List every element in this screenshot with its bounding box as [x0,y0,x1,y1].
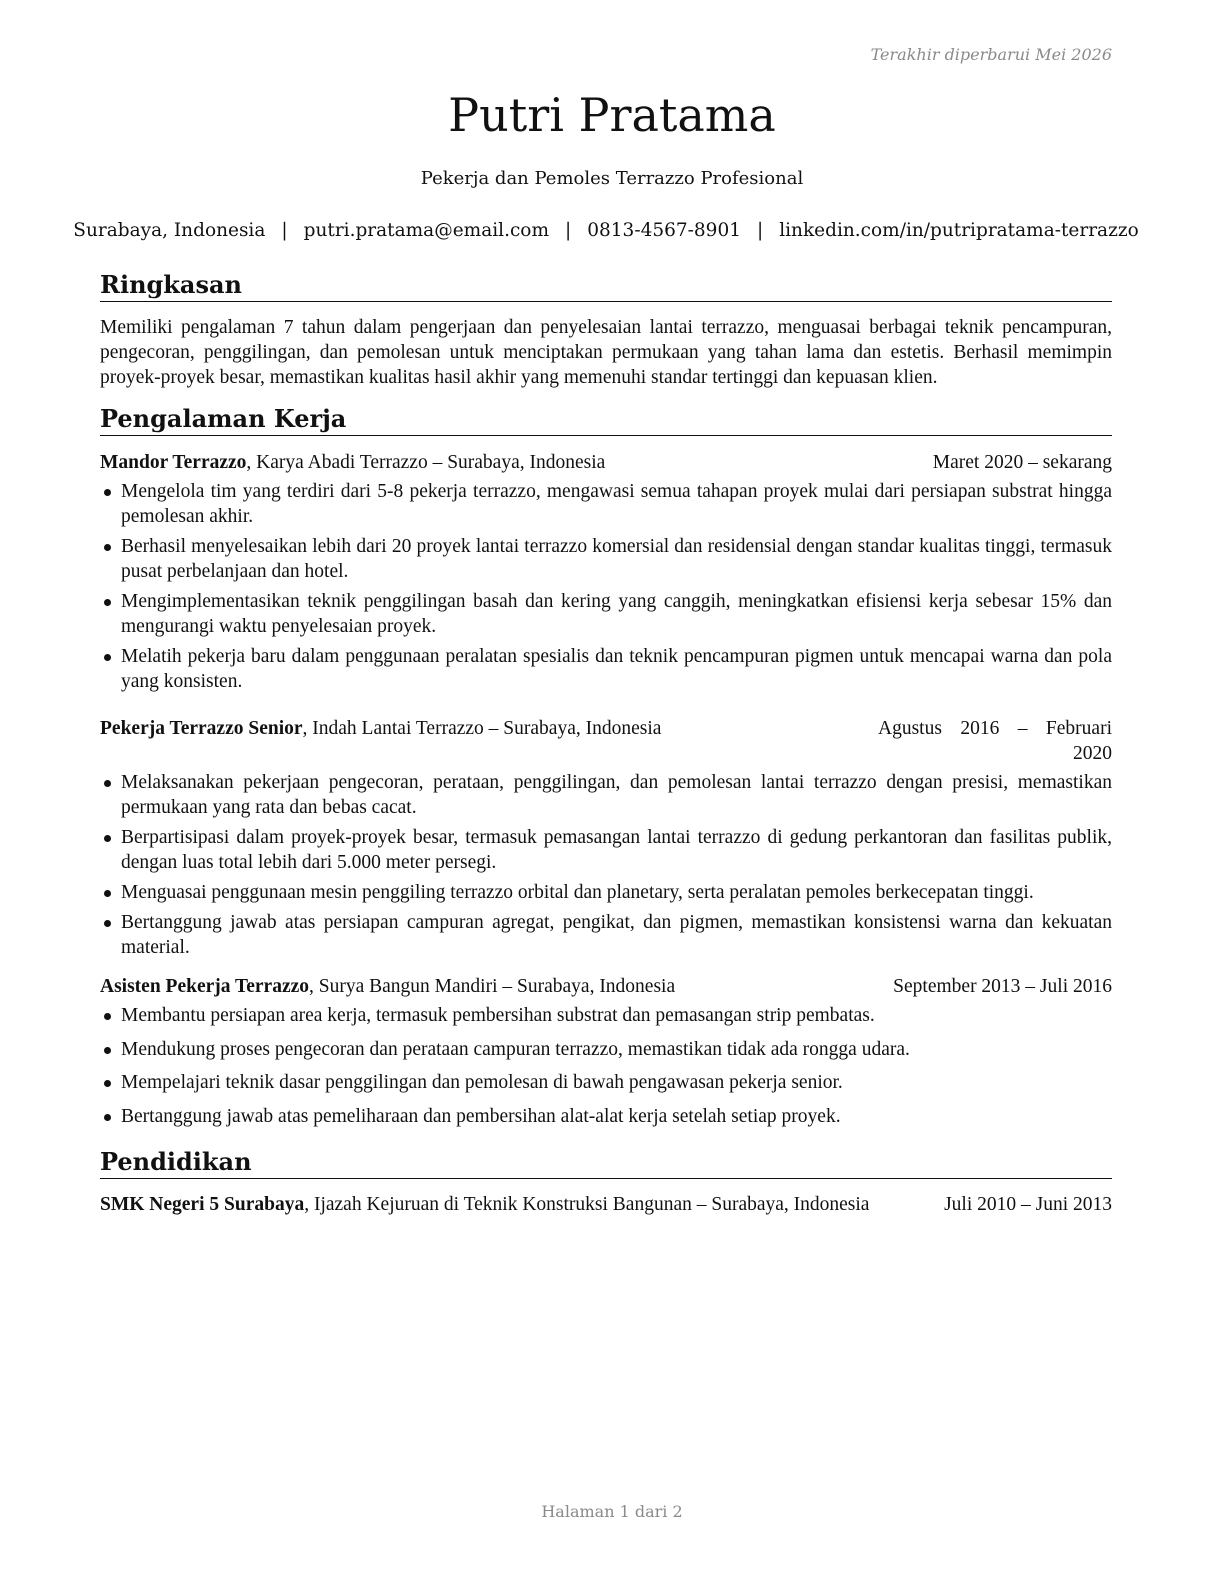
job-company: , Indah Lantai Terrazzo – Surabaya, Indonesia [302,718,662,739]
section-title-education: Pendidikan [100,1147,1112,1179]
contact-separator: | [565,220,572,241]
job-bullet: Membantu persiapan area kerja, termasuk pembersihan substrat dan pemasangan strip pembatas. [100,1003,1112,1028]
job-bullet: Melatih pekerja baru dalam penggunaan peralatan spesialis dan teknik pencampuran pigmen untuk mencapai warna dan pola yang konsisten. [100,644,1112,694]
education-entry [100,1192,1112,1217]
job-entry [100,974,1112,1129]
section-title-summary: Ringkasan [100,270,1112,302]
job-entry [100,716,1112,960]
job-dates: September 2013 – Juli 2016 [893,976,1112,997]
job-role: Mandor Terrazzo [100,452,247,473]
job-role: Asisten Pekerja Terrazzo [100,976,310,997]
job-bullet: Berpartisipasi dalam proyek-proyek besar, termasuk pemasangan lantai terrazzo di gedung perkantoran dan fasilitas publik, dengan luas total lebih dari 5.000 meter persegi. [100,825,1112,875]
resume-content [100,270,1112,1217]
contact-line [73,220,1139,241]
job-bullet: Berhasil menyelesaikan lebih dari 20 proyek lantai terrazzo komersial dan residensial dengan standar kualitas tinggi, termasuk pusat perbelanjaan dan hotel. [100,534,1112,584]
contact-phone: 0813-4567-8901 [587,220,741,241]
job-bullet: Bertanggung jawab atas persiapan campuran agregat, pengikat, dan pigmen, memastikan konsistensi warna dan kekuatan material. [100,910,1112,960]
contact-separator: | [281,220,288,241]
candidate-headline: Pekerja dan Pemoles Terrazzo Profesional [420,168,804,189]
contact-location: Surabaya, Indonesia [73,220,266,241]
section-title-experience: Pengalaman Kerja [100,404,1112,436]
job-bullet: Bertanggung jawab atas pemeliharaan dan pembersihan alat-alat kerja setelah setiap proyek. [100,1104,1112,1129]
job-bullets [100,770,1112,960]
contact-linkedin[interactable]: linkedin.com/in/putripratama-terrazzo [779,220,1139,241]
job-bullet: Mengelola tim yang terdiri dari 5-8 pekerja terrazzo, mengawasi semua tahapan proyek mulai dari persiapan substrat hingga pemolesan akhir. [100,479,1112,529]
job-header [100,450,1112,475]
job-company: , Karya Abadi Terrazzo – Surabaya, Indonesia [246,452,606,473]
education-dates: Juli 2010 – Juni 2013 [944,1193,1112,1215]
job-company: , Surya Bangun Mandiri – Surabaya, Indonesia [309,976,676,997]
job-entry [100,450,1112,694]
job-bullet: Menguasai penggunaan mesin penggiling terrazzo orbital dan planetary, serta peralatan pemoles berkecepatan tinggi. [100,880,1112,905]
job-bullets [100,479,1112,694]
candidate-name: Putri Pratama [448,88,776,142]
job-header [100,974,1112,999]
job-bullet: Mengimplementasikan teknik penggilingan basah dan kering yang canggih, meningkatkan efisiensi kerja sebesar 15% dan mengurangi waktu penyelesaian proyek. [100,589,1112,639]
last-updated-note: Terakhir diperbarui Mei 2026 [870,45,1112,64]
job-dates: Agustus 2016 – Februari 2020 [878,718,1112,764]
job-bullets [100,1003,1112,1129]
page-number: Halaman 1 dari 2 [541,1502,683,1521]
job-bullet: Melaksanakan pekerjaan pengecoran, perataan, penggilingan, dan pemolesan lantai terrazzo dengan presisi, memastikan permukaan yang rata dan bebas cacat. [100,770,1112,820]
job-role: Pekerja Terrazzo Senior [100,718,303,739]
job-dates: Maret 2020 – sekarang [932,452,1112,473]
contact-separator: | [756,220,764,241]
education-detail: , Ijazah Kejuruan di Teknik Konstruksi Bangunan – Surabaya, Indonesia [304,1193,870,1215]
education-school: SMK Negeri 5 Surabaya [100,1193,305,1215]
contact-email[interactable]: putri.pratama@email.com [303,220,549,241]
summary-text: Memiliki pengalaman 7 tahun dalam pengerjaan dan penyelesaian lantai terrazzo, menguasai berbagai teknik pencampuran, pengecoran, penggilingan, dan pemolesan untuk menciptakan permukaan yang tahan lama dan estetis. Berhasil memimpin proyek-proyek besar, memastikan kualitas hasil akhir yang memenuhi standar tertinggi dan kepuasan klien. [100,317,1112,388]
job-header [100,716,1112,766]
job-bullet: Mendukung proses pengecoran dan perataan campuran terrazzo, memastikan tidak ada rongga udara. [100,1037,1112,1062]
job-bullet: Mempelajari teknik dasar penggilingan dan pemolesan di bawah pengawasan pekerja senior. [100,1070,1112,1095]
